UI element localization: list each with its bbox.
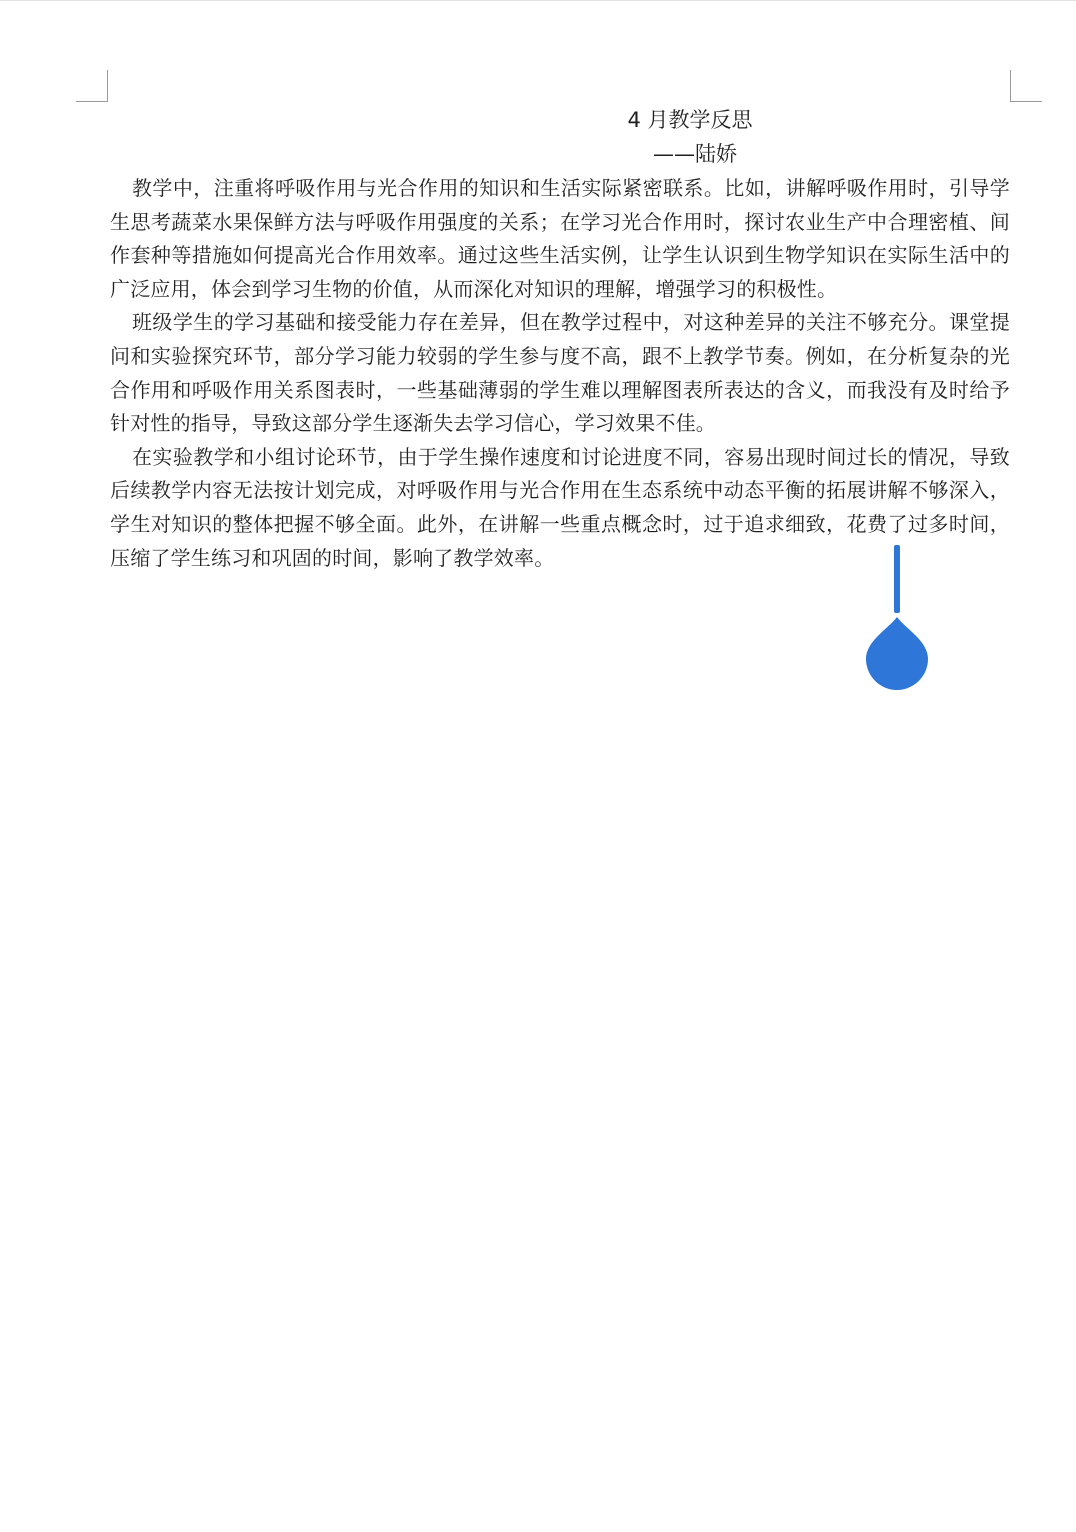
paragraph-2[interactable]: 班级学生的学习基础和接受能力存在差异，但在教学过程中，对这种差异的关注不够充分。课堂提问和实验探究环节，部分学习能力较弱的学生参与度不高，跟不上教学节奏。例如，在分析复杂的光合作用和呼吸作用关系图表时，一些基础薄弱的学生难以理解图表所表达的含义，而我没有及时给予针对性的指导，导致这部分学生逐渐失去学习信心，学习效果不佳。 <box>110 310 1010 436</box>
crop-mark-top-right <box>1010 70 1042 102</box>
document-author: ——陆娇 <box>653 142 737 166</box>
document-title: 4 月教学反思 <box>627 108 753 132</box>
paragraph-3[interactable]: 在实验教学和小组讨论环节，由于学生操作速度和讨论进度不同，容易出现时间过长的情况，导致后续教学内容无法按计划完成，对呼吸作用与光合作用在生态系统中动态平衡的拓展讲解不够深入，学生对知识的整体把握不够全面。此外，在讲解一些重点概念时，过于追求细致，花费了过多时间，压缩了学生练习和巩固的时间，影响了教学效率。 <box>110 444 1010 570</box>
crop-mark-top-left <box>76 70 108 102</box>
page-top-divider <box>0 0 1076 1</box>
cursor-drag-handle-icon <box>866 617 928 690</box>
paragraph-1[interactable]: 教学中，注重将呼吸作用与光合作用的知识和生活实际紧密联系。比如，讲解呼吸作用时，引导学生思考蔬菜水果保鲜方法与呼吸作用强度的关系；在学习光合作用时，探讨农业生产中合理密植、间作套种等措施如何提高光合作用效率。通过这些生活实例，让学生认识到生物学知识在实际生活中的广泛应用，体会到学习生物的价值，从而深化对知识的理解，增强学习的积极性。 <box>110 176 1010 301</box>
text-cursor-line <box>894 545 900 613</box>
text-cursor-handle[interactable] <box>866 545 928 691</box>
document-body[interactable] <box>110 172 1010 575</box>
